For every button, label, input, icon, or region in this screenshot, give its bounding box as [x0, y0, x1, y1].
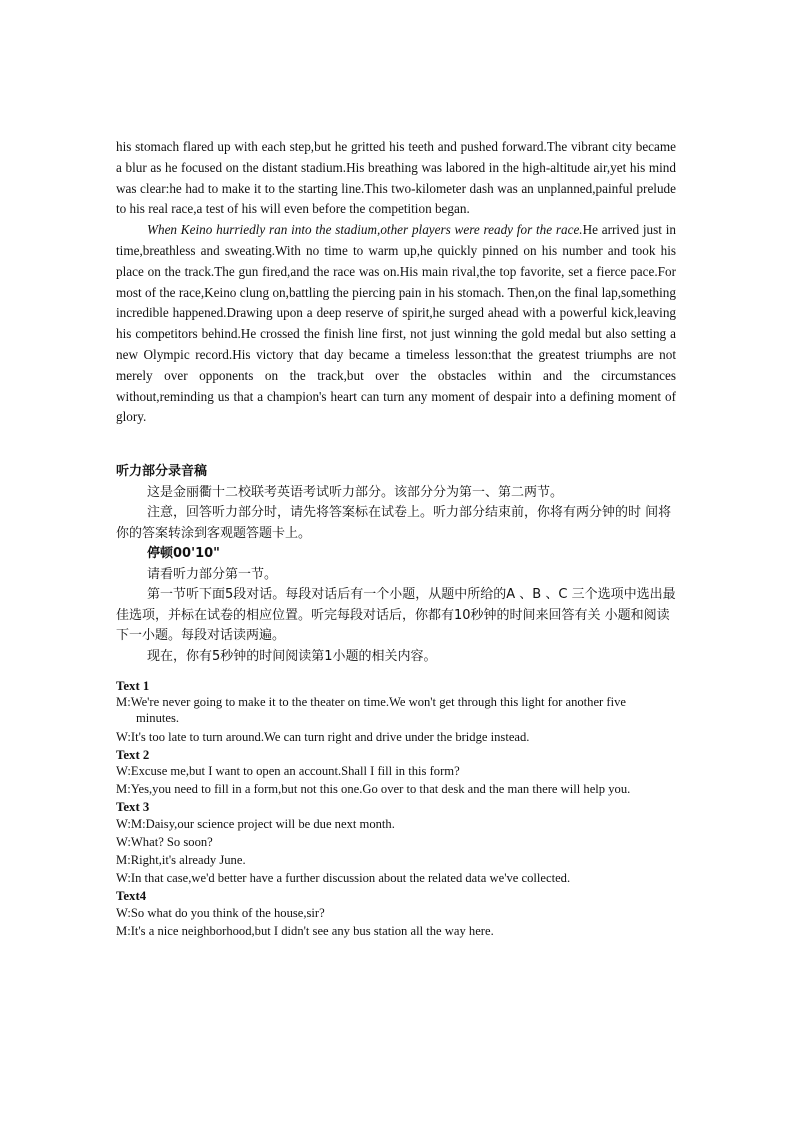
- transcript-notice: 注意，回答听力部分时，请先将答案标在试卷上。听力部分结束前，你将有两分钟的时 间将你的答案转涂到客观题答题卡上。: [116, 505, 672, 541]
- transcript-pause: 停顿00'10": [147, 546, 220, 561]
- transcript-intro: 这是金丽衢十二校联考英语考试听力部分。该部分分为第一、第二两节。: [147, 484, 564, 500]
- dialogue-line: M:Right,it's already June.: [116, 853, 246, 868]
- dialogue-line: W:So what do you think of the house,sir?: [116, 905, 325, 920]
- dialogue-line: W:M:Daisy,our science project will be due next month.: [116, 816, 395, 831]
- section-label: 第一节: [147, 587, 187, 602]
- essay-paragraph-2-italic: When Keino hurriedly ran into the stadium,other players were ready for the race.: [147, 222, 583, 238]
- transcript-section-desc: [116, 585, 681, 647]
- dialogue-list: [116, 678, 676, 941]
- dialogue-line: W:In that case,we'd better have a further discussion about the related data we've collected.: [116, 871, 571, 886]
- dialogue-line: W:It's too late to turn around.We can turn right and drive under the bridge instead.: [116, 729, 530, 744]
- essay-paragraph-2: [116, 220, 676, 428]
- dialogue-label: Text 1: [116, 679, 150, 693]
- listening-transcript: [116, 462, 681, 667]
- dialogue-line: W:What? So soon?: [116, 834, 213, 849]
- dialogue-label: Text 2: [116, 747, 150, 762]
- dialogue-line: M:We're never going to make it to the theater on time.We won't get through this light for another five minutes.: [116, 695, 626, 726]
- dialogue-line: M:It's a nice neighborhood,but I didn't see any bus station all the way here.: [116, 923, 494, 938]
- transcript-heading: 听力部分录音稿: [116, 464, 208, 479]
- dialogue-line: W:Excuse me,but I want to open an account.Shall I fill in this form?: [116, 764, 460, 779]
- transcript-read-prompt: 现在，你有5秒钟的时间阅读第1小题的相关内容。: [147, 648, 437, 664]
- essay-section: [116, 137, 676, 428]
- section-desc-text: 听下面5段对话。每段对话后有一个小题，从题中所给的A 、B 、C 三个选项中选出最佳选项，并标在试卷的相应位置。听完每段对话后，你都有10秒钟的时间来回答有关 小题和阅读下一小题。每段对话读两遍。: [116, 587, 676, 643]
- essay-paragraph-1: his stomach flared up with each step,but he gritted his teeth and pushed forward.The vibrant city became a blur as he focused on the distant stadium.His breathing was labored in the high-altitude air,yet his mind was clear:he had to make it to the starting line.This two-kilometer dash was an unplanned,painful prelude to his real race,a test of his will even before the competition began.: [116, 139, 676, 217]
- transcript-section-start: 请看听力部分第一节。: [147, 566, 278, 582]
- dialogue-label: Text 3: [116, 800, 150, 815]
- essay-paragraph-2-rest: He arrived just in time,breathless and sweating.With no time to warm up,he quickly pinned on his number and took his place on the track.The gun fired,and the race was on.His main rival,the top favorite, set a fierce pace.For most of the race,Keino clung on,battling the piercing pain in his stomach. Then,on the final lap,something incredible happened.Drawing upon a deep reserve of spirit,he surged ahead with a powerful kick,leaving his competitors behind.He crossed the finish line first, not just winning the gold medal but also setting a new Olympic record.His victory that day became a timeless lesson:that the greatest triumphs are not merely over opponents on the track,but over the obstacles within and the circumstances without,reminding us that a champion's heart can turn any moment of despair into a defining moment of glory.: [116, 222, 676, 425]
- dialogue-label: Text4: [116, 889, 147, 904]
- dialogue-line: M:Yes,you need to fill in a form,but not this one.Go over to that desk and the man there will help you.: [116, 782, 631, 797]
